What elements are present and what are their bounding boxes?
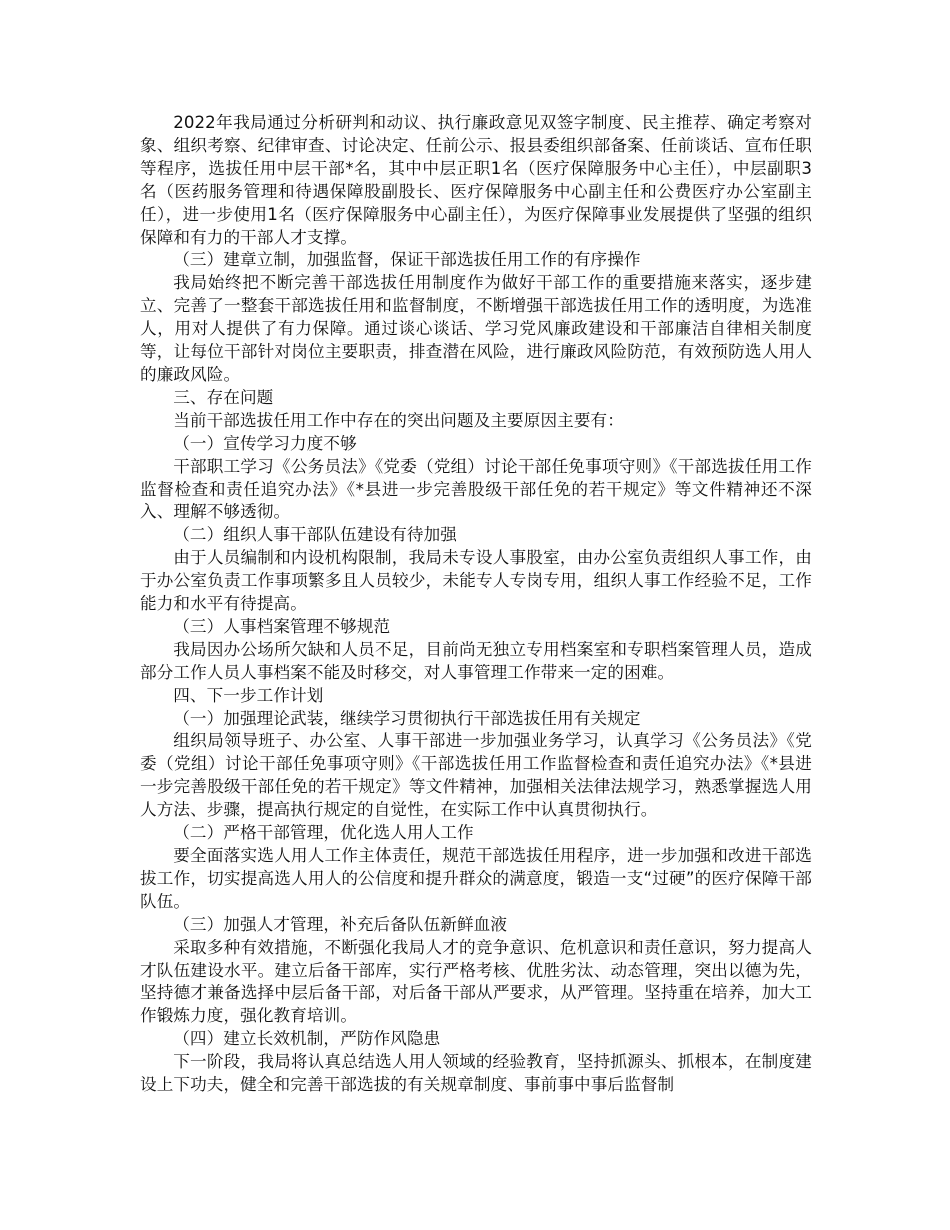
heading-archives: （三）人事档案管理不够规范: [173, 616, 391, 636]
paragraph-talent-management: 采取多种有效措施，不断强化我局人才的竞争意识、危机意识和责任意识，努力提高人才队伍建设水平。建立后备干部库，实行严格考核、优胜劣汰、动态管理，突出以德为先，坚持德才兼备选择中层后备干部，对后备干部从严要求，从严管理。坚持重在培养，加大工作锻炼力度，强化教育培训。: [140, 937, 812, 1026]
heading-theory-study: （一）加强理论武装，继续学习贯彻执行干部选拔任用有关规定: [173, 708, 641, 728]
paragraph-selection-summary: 2022年我局通过分析研判和动议、执行廉政意见双签字制度、民主推荐、确定考察对象、组织考察、纪律审查、讨论决定、任前公示、报县委组织部备案、任前谈话、宣布任职等程序，选拔任用中层干部*名，其中中层正职1名（医疗保障服务中心主任），中层副职3名（医药服务管理和待遇保障股副股长、医疗保障服务中心副主任和公费医疗办公室副主任），进一步使用1名（医疗保障服务中心副主任），为医疗保障事业发展提供了坚强的组织保障和有力的干部人才支撑。: [140, 113, 812, 247]
paragraph-personnel-team: 由于人员编制和内设机构限制，我局未专设人事股室，由办公室负责组织人事工作，由于办公室负责工作事项繁多且人员较少，未能专人专岗专用，组织人事工作经验不足，工作能力和水平有待提高。: [140, 548, 812, 614]
section-heading-next-plan: 四、下一步工作计划: [173, 685, 324, 705]
section-heading-problems: 三、存在问题: [173, 387, 274, 407]
paragraph-cadre-management: 要全面落实选人用人工作主体责任，规范干部选拔任用程序，进一步加强和改进干部选拔工作，切实提高选人用人的公信度和提升群众的满意度，锻造一支“过硬”的医疗保障干部队伍。: [140, 846, 812, 911]
paragraph-theory-study: 组织局领导班子、办公室、人事干部进一步加强业务学习，认真学习《公务员法》《党委（党组）讨论干部任免事项守则》《干部选拔任用工作监督检查和责任追究办法》《*县进一步完善股级干部任免的若干规定》等文件精神，加强相关法律法规学习，熟悉掌握选人用人方法、步骤，提高执行规定的自觉性，在实际工作中认真贯彻执行。: [140, 731, 812, 820]
heading-talent-management: （三）加强人才管理，补充后备队伍新鲜血液: [173, 914, 508, 934]
heading-personnel-team: （二）组织人事干部队伍建设有待加强: [173, 525, 457, 545]
paragraph-publicity-study: 干部职工学习《公务员法》《党委（党组）讨论干部任免事项守则》《干部选拔任用工作监督检查和责任追究办法》《*县进一步完善股级干部任免的若干规定》等文件精神还不深入、理解不够透彻。: [140, 456, 812, 522]
paragraph-regulation-supervision: 我局始终把不断完善干部选拔任用制度作为做好干部工作的重要措施来落实，逐步建立、完善了一整套干部选拔任用和监督制度，不断增强干部选拔任用工作的透明度，为选准人，用对人提供了有力保障。通过谈心谈话、学习党风廉政建设和干部廉洁自律相关制度等，让每位干部针对岗位主要职责，排查潜在风险，进行廉政风险防范，有效预防选人用人的廉政风险。: [140, 273, 812, 384]
paragraph-problems-intro: 当前干部选拔任用工作中存在的突出问题及主要原因主要有：: [173, 410, 624, 430]
heading-long-term-mechanism: （四）建立长效机制，严防作风隐患: [173, 1029, 441, 1049]
document-body: [140, 112, 812, 1097]
heading-regulation-supervision: （三）建章立制，加强监督，保证干部选拔任用工作的有序操作: [173, 250, 641, 270]
heading-cadre-management: （二）严格干部管理，优化选人用人工作: [173, 823, 474, 843]
heading-publicity-study: （一）宣传学习力度不够: [173, 433, 357, 453]
paragraph-archives: 我局因办公场所欠缺和人员不足，目前尚无独立专用档案室和专职档案管理人员，造成部分工作人员人事档案不能及时移交，对人事管理工作带来一定的困难。: [140, 639, 812, 682]
paragraph-long-term-mechanism: 下一阶段，我局将认真总结选人用人领域的经验教育，坚持抓源头、抓根本，在制度建设上下功夫，健全和完善干部选拔的有关规章制度、事前事中事后监督制: [140, 1052, 812, 1095]
